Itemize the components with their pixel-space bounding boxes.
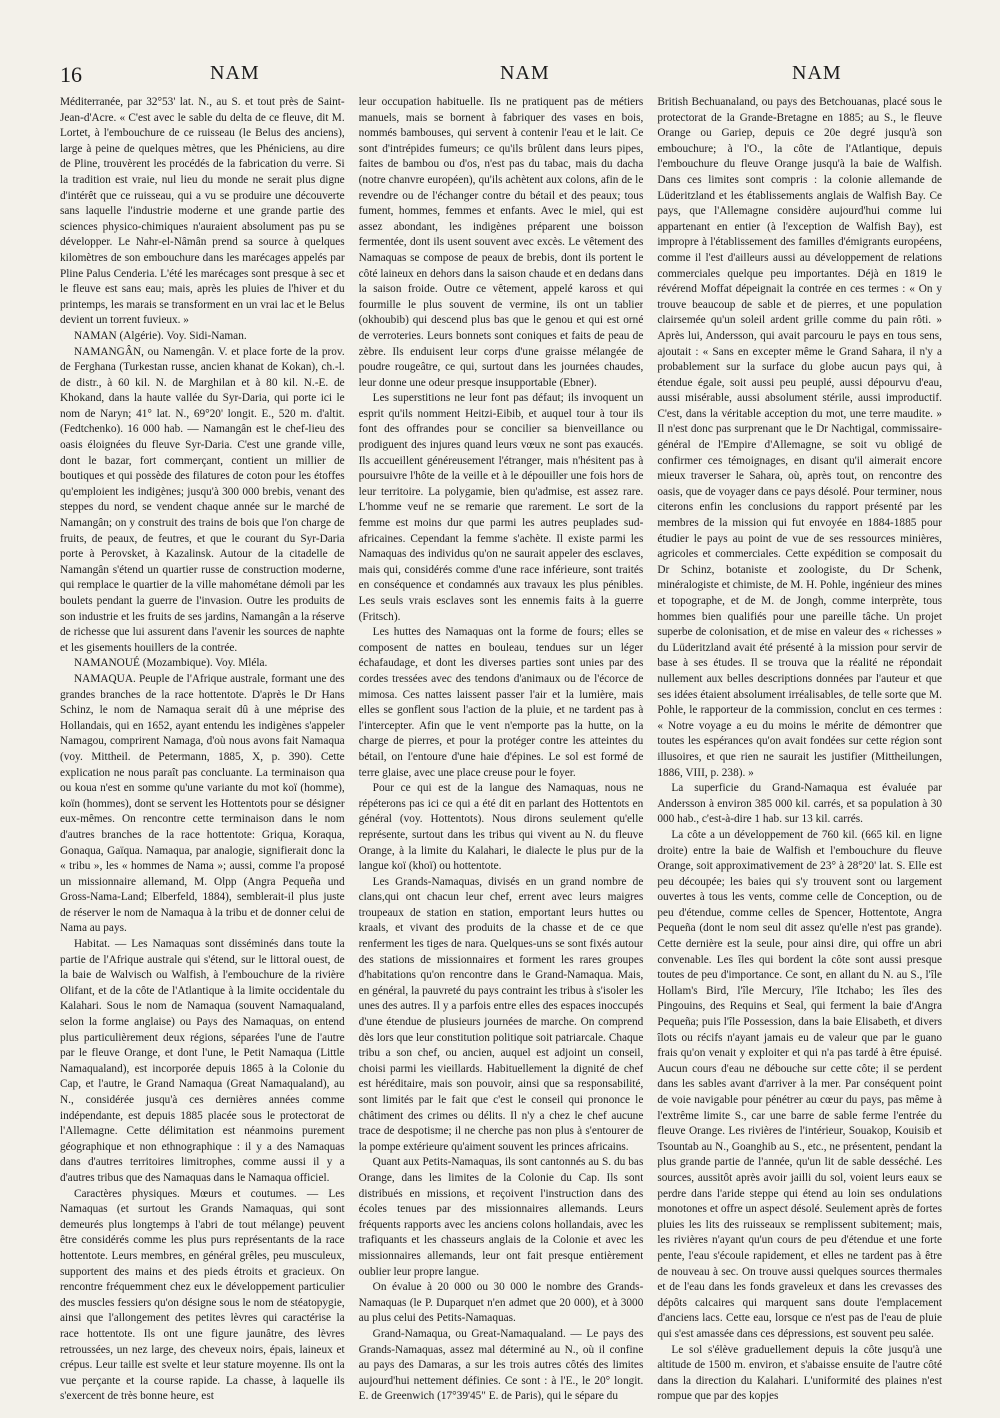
paragraph: Les superstitions ne leur font pas défaut; ils invoquent un esprit qu'ils nomment Heitzi-Eibib, et auquel tour à tour ils font des offrandes pour se concilier sa bienveillance ou prodiguent des injures quand leurs vœux ne sont pas exaucés. Ils accueillent généreusement l'étranger, mais n'hésitent pas à poursuivre l'hôte de la veille et à le dépouiller une fois hors de leur territoire. La polygamie, bien qu'admise, est assez rare. L'homme veuf ne se remarie que rarement. Le sort de la femme est moins dur que parmi les autres peuplades sud-africaines. Cependant la femme s'achète. Il existe parmi les Namaquas des individus qu'on ne saurait appeler des esclaves, mais qui, considérés comme d'une race inférieure, sont traités en conséquence et condamnés aux travaux les plus pénibles. Les seuls vrais esclaves sont les ennemis faits à la guerre (Fritsch). [358,392,644,623]
column-3 [657,95,942,1405]
paragraph: NAMANOUÉ (Mozambique). Voy. Mléla. [74,657,268,670]
paragraph: Les huttes des Namaquas ont la forme de fours; elles se composent de nattes en bouleau, tendues sur un léger échafaudage, et dont les diverses parties sont unies par des cordes tressées avec des tendons d'animaux ou de l'écorce de mimosa. Ces nattes laissent passer l'air et la lumière, mais elles se gonflent sous l'action de la pluie, et ne tardent pas à l'intercepter. Afin que le vent n'emporte pas la hutte, on la charge de pierres, et pour la protéger contre les atteintes du bétail, on l'entoure d'une haie d'épines. Le sol est formé de terre glaise, avec une place creuse pour le foyer. [358,626,644,779]
paragraph: Pour ce qui est de la langue des Namaquas, nous ne répéterons pas ici ce qui a été dit en parlant des Hottentots en général (voy. Hottentots). Nous dirons seulement qu'elle représente, surtout dans les tribus qui vivent au N. du fleuve Orange, à la limite du Kalahari, le dialecte le plus pur de la langue koï (khoï) ou hottentote. [358,782,644,873]
page-number: 16 [60,62,82,87]
paragraph: Les Grands-Namaquas, divisés en un grand nombre de clans,qui ont chacun leur chef, errent avec leurs maigres troupeaux de station en station, emportant leurs huttes ou kraals, et vivant des produits de la chasse et de ce que renferment les tiges de nara. Quelques-uns se sont fixés autour des stations de missionnaires et forment les rares groupes d'habitations qu'on rencontre dans le Grand-Namaqua. Mais, en général, la pauvreté du pays contraint les tribus à s'isoler les unes des autres. Il y a parfois entre elles des espaces inoccupés d'une étendue de plusieurs journées de marche. On comprend dès lors que leur constitution politique soit patriarcale. Chaque tribu a son chef, ou ancien, auquel est adjoint un conseil, choisi parmi les vieillards. Habituellement la dignité de chef est héréditaire, mais son pouvoir, ainsi que sa responsabilité, sont limités par le fait que c'est le conseil qui prononce le châtiment des crimes ou délits. Il n'y a chez le chef aucune trace de despotisme; il ne cherche pas non plus à s'entourer de la pompe extérieure qu'aiment souvent les princes africains. [358,875,644,1153]
page-header [60,62,942,92]
paragraph: Grand-Namaqua, ou Great-Namaqualand. — Le pays des Grands-Namaquas, assez mal déterminé au N., où il confine au pays des Damaras, a sur les trois autres côtés des limites aujourd'hui nettement définies. Ce sont : à l'E., le 20° longit. E. de Greenwich (17°39'45" E. de Paris), qui le sépare du [358,1327,644,1403]
running-head-right: NAM [792,62,842,84]
paragraph: Le sol s'élève graduellement depuis la côte jusqu'à une altitude de 1500 m. environ, et s'abaisse ensuite de l'autre côté dans la direction du Kalahari. L'uniformité des plaines n'est rompue que par des kopjes [657,1343,943,1403]
paragraph: La côte a un développement de 760 kil. (665 kil. en ligne droite) entre la baie de Walfish et l'embouchure du fleuve Orange, soit approximativement de 23° à 28°20' lat. S. Elle est peu découpée; les baies qui s'y trouvent sont ou largement ouvertes à tous les vents, comme celle de Conception, ou de peu d'étendue, comme celles de Spencer, Hottentote, Angra Pequeña (dont le nom seul dit assez qu'elle n'est pas grande). Cette dernière est la seule, pour ainsi dire, qui offre un abri convenable. Les îles qui bordent la côte sont aussi presque toutes de peu d'importance. Ce sont, en allant du N. au S., l'île Hollam's Bird, l'île Mercury, l'île Itchabo; les îles des Pingouins, des Requins et Seal, qui ferment la baie d'Angra Pequeña; puis l'île Possession, dans la baie Elisabeth, et divers îlots ou récifs n'ayant jamais eu de valeur que par le guano frais qu'on venait y exploiter et qui n'a pas tardé à être épuisé. Aucun cours d'eau ne débouche sur cette côte; il se perdent dans les sables avant d'arriver à la mer. Par conséquent point de voie navigable pour pénétrer au cœur du pays, pas même à l'extrême limite S., car une barre de sable ferme l'entrée du fleuve Orange. Les rivières de l'intérieur, Souakop, Kouisib et Tsountab au N., Goanghib au S., etc., ne présentent, pendant la plus grande partie de l'année, qu'un lit de sable desséché. Les sources, aussitôt après avoir jailli du sol, voient leurs eaux se perdre dans l'aride steppe qui étend au loin ses ondulations monotones et offre un aspect désolé. Seulement après de fortes pluies les lits des ruisseaux se remplissent subitement; mais, les rivières n'ayant qu'un cours de peu d'étendue et une forte pente, l'eau s'écoule rapidement, et elles ne tardent pas à être de nouveau à sec. On trouve aussi quelques sources thermales et de l'eau dans les fonds graveleux et dans les crevasses des dépôts calcaires qui marquent sans doute l'emplacement d'anciens lacs. Cette eau, lorsque ce n'est pas de l'eau de pluie qui s'est amassée dans ces dépressions, est souvent peu salée. [657,828,943,1340]
column-1 [60,95,345,1405]
column-2 [359,95,644,1405]
paragraph: La superficie du Grand-Namaqua est évaluée par Andersson à environ 385 000 kil. carrés, et sa population à 30 000 hab., c'est-à-dire 1 hab. sur 13 kil. carrés. [657,782,943,826]
paragraph: NAMAN (Algérie). Voy. Sidi-Naman. [74,329,247,342]
paragraph: Habitat. — Les Namaquas sont disséminés dans toute la partie de l'Afrique australe qui s'étend, sur le littoral ouest, de la baie de Walvisch ou Walfish, à l'embouchure de la rivière Olifant, et de la côte de l'Atlantique à la limite occidentale du Kalahari. Sous le nom de Namaqua (souvent Namaqualand, selon la forme anglaise) ou Pays des Namaquas, on entend plus particulièrement deux régions, séparées l'une de l'autre par le fleuve Orange, et dont l'une, le Petit Namaqua (Little Namaqualand), est incorporée depuis 1865 à la Colonie du Cap, et l'autre, le Grand Namaqua (Great Namaqualand), au N., considérée jusqu'à ces dernières années comme indépendante, est depuis 1885 placée sous le protectorat de l'Allemagne. Cette délimitation est néanmoins purement géographique et non ethnographique : il y a des Namaquas dans d'autres territoires limitrophes, comme aussi il y a d'autres tribus que des Namaquas dans le Namaqua officiel. [60,938,345,1184]
paragraph: On évalue à 20 000 ou 30 000 le nombre des Grands-Namaquas (le P. Duparquet n'en admet que 20 000), et à 3000 au plus celui des Petits-Namaquas. [358,1281,644,1325]
paragraph: NAMANGÂN, ou Namengân. V. et place forte de la prov. de Ferghana (Turkestan russe, ancien khanat de Kokan), ch.-l. de distr., à 60 kil. N. de Marghilan et à 80 kil. N.-E. de Khokand, dans la haute vallée du Syr-Daria, qui porte ici le nom de Naryn; 41° lat. N., 69°20' longit. E., 520 m. d'altit. (Fedtchenko). 16 000 hab. — Namangân est le chef-lieu des oasis éloignées du fleuve Syr-Daria. C'est une grande ville, dont le bazar, fort commerçant, contient un millier de boutiques et qui possède des filatures de coton pour les étoffes qu'emploient les indigènes; jusqu'à 300 000 brebis, venant des steppes du nord, se vendent chaque année sur le marché de Namangân; on y construit des trains de bois que l'on charge de fruits, de peaux, de feutres, et que le courant du Syr-Daria porte à Perovsket, à Kazalinsk. Autour de la citadelle de Namangân s'étend un quartier russe de construction moderne, qui remplace le quartier de la ville mahométane démoli par les boulets pendant la guerre de l'invasion. Outre les produits de son industrie et les fruits de ses jardins, Namangân a la réserve de richesse que lui assurent dans l'avenir les sources de naphte et les gisements houillers de la contrée. [60,345,345,654]
paragraph: NAMAQUA. Peuple de l'Afrique australe, formant une des grandes branches de la race hottentote. D'après le Dr Hans Schinz, le nom de Namaqua serait dû à une méprise des Hollandais, qui en 1652, ayant entendu les indigènes s'appeler Namagou, comprirent Namaga, d'où nous avons fait Namaqua (voy. Mittheil. de Petermann, 1885, X, p. 390). Cette explication ne nous paraît pas concluante. La terminaison qua ou koua n'est en somme qu'une variante du mot koï (homme), koïn (hommes), dont se servent les Hottentots pour se désigner eux-mêmes. On rencontre cette terminaison dans le nom d'autres branches de la race hottentote: Griqua, Koraqua, Gonaqua, Gaïqua. Namaqua, par analogie, signifierait donc la « tribu », les « hommes de Nama »; aussi, comme l'a proposé un missionnaire allemand, M. Olpp (Angra Pequeña und Gross-Nama-Land; Elberfeld, 1884), semblerait-il plus juste de réserver le nom de Namaqua à la tribu et de donner celui de Nama au pays. [60,672,345,935]
text-columns [60,95,942,1405]
paragraph: Méditerranée, par 32°53' lat. N., au S. et tout près de Saint-Jean-d'Acre. « C'est avec le sable du delta de ce fleuve, dit M. Lortet, à l'embouchure de ce ruisseau (le Belus des anciens), large à peine de quelques mètres, que les Phéniciens, au dire de Pline, trouvèrent les procédés de la fabrication du verre. Si la tradition est vraie, nul lieu du monde ne serait plus digne d'intérêt que ce ruisseau, qui a vu se produire une découverte sans laquelle l'industrie moderne et une grande partie des sciences physico-chimiques n'auraient absolument pas pu se développer. Le Nahr-el-Nâmân prend sa source à quelques kilomètres de son embouchure dans les marécages appelés par Pline Palus Cenderia. L'été les marécages sont presque à sec et le fleuve est sans eau; mais, après les pluies de l'hiver et du printemps, les marais se transforment en un vrai lac et le Belus devient un torrent fuvieux. » [60,96,345,327]
paragraph: Caractères physiques. Mœurs et coutumes. — Les Namaquas (et surtout les Grands Namaquas, qui sont demeurés plus longtemps à l'abri de tout mélange) peuvent être considérés comme les plus purs représentants de la race hottentote. Leurs membres, en général grêles, peu musculeux, supportent des mains et des pieds étroits et gracieux. On rencontre fréquemment chez eux le développement particulier des muscles fessiers qu'on désigne sous le nom de stéatopygie, ainsi que l'allongement des petites lèvres qui caractérise la race hottentote. Ils ont une figure jaunâtre, des lèvres retroussées, un nez large, des cheveux noirs, épais, laineux et crépus. Leur taille est svelte et leur stature moyenne. Ils ont la vue perçante et la course rapide. La chasse, à laquelle ils s'exercent de très bonne heure, est [60,1187,345,1403]
paragraph: leur occupation habituelle. Ils ne pratiquent pas de métiers manuels, mais se bornent à fabriquer des vases en bois, nommés bambouses, qui servent à contenir l'eau et le lait. Ce sont d'intrépides fumeurs; ce qu'ils brûlent dans leurs pipes, faites de bambou ou d'os, n'est pas du tabac, mais du dacha (notre chanvre européen), qu'ils achètent aux colons, afin de le revendre ou de l'échanger contre du bétail et des peaux; tous fument, hommes, femmes et enfants. Avec le miel, qui est assez abondant, les indigènes préparent une boisson fermentée, dont ils usent souvent avec excès. Le vêtement des Namaquas se compose de peaux de brebis, dont ils portent le côté laineux en dehors dans la saison chaude et en dedans dans la saison froide. Outre ce vêtement, appelé kaross et qui fourmille le plus souvent de vermine, ils ont un tablier (okhoubib) qui descend plus bas que le genou et qui est orné de verroteries. Leurs bonnets sont coniques et faits de peau de zèbre. Ils enduisent leur corps d'une graisse mélangée de poudre rougeâtre, ce qui, surtout dans les journées chaudes, leur donne une odeur presque insupportable (Ebner). [358,96,644,389]
running-head-center: NAM [500,62,550,84]
paragraph: Quant aux Petits-Namaquas, ils sont cantonnés au S. du bas Orange, dans les limites de la Colonie du Cap. Ils sont distribués en missions, et reçoivent l'instruction dans des écoles tenues par des missionnaires allemands. Leurs fréquents rapports avec les anciens colons hollandais, avec les trafiquants et les chasseurs anglais de la Colonie et avec les missionnaires allemands, leur ont fait presque entièrement oublier leur propre langue. [358,1156,644,1278]
running-head-left: NAM [210,62,260,84]
paragraph: British Bechuanaland, ou pays des Betchouanas, placé sous le protectorat de la Grande-Bretagne en 1885; au S., le fleuve Orange ou Gariep, depuis ce 20e degré jusqu'à son embouchure; à l'O., la côte de l'Atlantique, depuis l'embouchure du fleuve Orange jusqu'à la baie de Walfish. Dans ces limites sont compris : la colonie allemande de Lüderitzland et les établissements anglais de Walfish Bay. Ce pays, que l'Allemagne considère aujourd'hui comme lui appartenant en entier (à l'exception de Walfish Bay), est impropre à l'établissement des familles d'émigrants européens, comme il l'est d'ailleurs aussi au développement de relations commerciales quelque peu importantes. Déjà en 1819 le révérend Moffat dépeignait la contrée en ces termes : « On y trouve beaucoup de sable et de pierres, et une population clairsemée qu'un soleil ardent grille comme du pain rôti. » Après lui, Andersson, qui avait parcouru le pays en tous sens, ajoutait : « Sans en excepter même le Grand Sahara, il n'y a probablement sur la surface du globe aucun pays qui, à étendue égale, soit aussi peu peuplé, aussi dépourvu d'eau, aussi misérable, aussi absolument stérile, aussi improductif. C'est, dans la véritable acception du mot, une terre maudite. » Il n'est donc pas surprenant que le Dr Nachtigal, commissaire-général de l'Empire d'Allemagne, se soit vu obligé de confirmer ces témoignages, en disant qu'il aimerait encore mieux traverser le Sahara, où, après tout, on rencontre des oasis, que de voyager dans ce pays désolé. Pour terminer, nous citerons enfin les conclusions du rapport présenté par les membres de la mission qui fut envoyée en 1884-1885 pour étudier le pays au point de vue de ses ressources minières, agricoles et commerciales. Cette expédition se composait du Dr Schinz, botaniste et zoologiste, du Dr Schenk, minéralogiste et chimiste, de M. H. Pohle, ingénieur des mines et topographe, et de M. de Jongh, comme interprète, tous hommes bien qualifiés pour une pareille tâche. Un projet superbe de colonisation, et de mise en valeur des « richesses » du Lüderitzland avait été présenté à la mission pour servir de base à ses études. Il se trouva que la réalité ne répondait nullement aux belles descriptions données par l'auteur et que ses idées étaient absolument irréalisables, de telle sorte que M. Pohle, le rapporteur de la commission, conclut en ces termes : « Notre voyage a eu du moins le mérite de démontrer que toutes les espérances qu'on avait fondées sur cette région sont illusoires, et que rien ne saurait les justifier (Mittheilungen, 1886, VIII, p. 238). » [657,96,943,779]
